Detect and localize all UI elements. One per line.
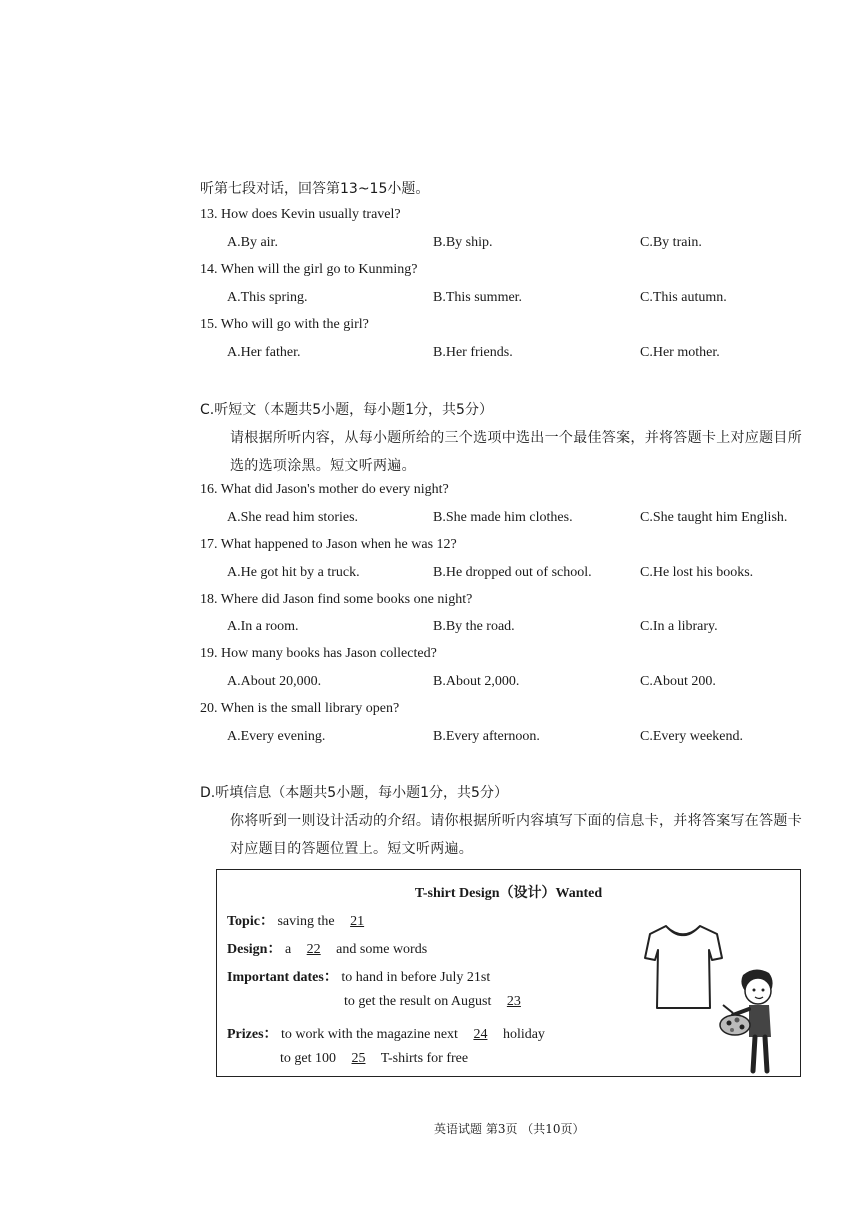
card-row-dates	[227, 966, 490, 986]
question-17: 17. What happened to Jason when he was 12?	[200, 537, 457, 552]
option-17b: B.He dropped out of school.	[433, 565, 592, 580]
info-card	[216, 869, 801, 1077]
blank-23: 23	[506, 994, 521, 1009]
dates-label: Important dates：	[227, 970, 338, 985]
section-d-instruction-line2: 对应题目的答题位置上。短文听两遍。	[230, 841, 474, 857]
painter-boy-illustration	[715, 965, 795, 1075]
card-row-topic	[227, 910, 376, 930]
option-20a: A.Every evening.	[227, 729, 326, 744]
card-row-prizes-2	[280, 1051, 468, 1067]
design-prefix: a	[284, 942, 292, 957]
section-c-heading: C.听短文（本题共5小题，每小题1分，共5分）	[200, 402, 493, 418]
section-c-instruction-line1: 请根据所听内容，从每小题所给的三个选项中选出一个最佳答案，并将答题卡上对应题目所	[230, 430, 802, 446]
option-20c: C.Every weekend.	[640, 729, 744, 744]
question-13: 13. How does Kevin usually travel?	[200, 207, 401, 222]
option-13c: C.By train.	[640, 235, 702, 250]
option-13a: A.By air.	[227, 235, 278, 250]
card-row-prizes	[227, 1023, 545, 1043]
design-suffix: and some words	[336, 942, 428, 957]
topic-text: saving the	[277, 914, 335, 929]
option-13b: B.By ship.	[433, 235, 493, 250]
tshirt-illustration	[642, 920, 724, 1012]
dates-line2: to get the result on August	[344, 994, 492, 1009]
page-footer: 英语试题 第3页 （共10页）	[434, 1122, 585, 1136]
blank-24: 24	[473, 1027, 488, 1042]
option-14c: C.This autumn.	[640, 290, 727, 305]
info-card-title: T-shirt Design（设计）Wanted	[414, 886, 603, 901]
question-15: 15. Who will go with the girl?	[200, 317, 369, 332]
question-14: 14. When will the girl go to Kunming?	[200, 262, 418, 277]
option-16c: C.She taught him English.	[640, 510, 788, 525]
blank-21: 21	[350, 914, 365, 929]
blank-22: 22	[306, 942, 321, 957]
option-18c: C.In a library.	[640, 619, 718, 634]
prizes-line1-suffix: holiday	[502, 1027, 545, 1042]
question-18: 18. Where did Jason find some books one night?	[200, 592, 473, 607]
card-row-design	[227, 938, 427, 958]
question-19: 19. How many books has Jason collected?	[200, 646, 437, 661]
option-19c: C.About 200.	[640, 674, 716, 689]
section-c-instruction-line2: 选的选项涂黑。短文听两遍。	[230, 458, 416, 474]
option-15b: B.Her friends.	[433, 345, 513, 360]
prizes-line2-suffix: T-shirts for free	[380, 1051, 469, 1066]
option-15a: A.Her father.	[227, 345, 301, 360]
prizes-line2-prefix: to get 100	[280, 1051, 336, 1066]
option-19a: A.About 20,000.	[227, 674, 322, 689]
option-16b: B.She made him clothes.	[433, 510, 573, 525]
design-label: Design：	[227, 942, 282, 957]
card-row-dates-2	[344, 994, 533, 1010]
section-d-instruction-line1: 你将听到一则设计活动的介绍。请你根据所听内容填写下面的信息卡，并将答案写在答题卡	[230, 813, 802, 829]
dates-line1: to hand in before July 21st	[341, 970, 491, 985]
option-16a: A.She read him stories.	[227, 510, 359, 525]
option-17c: C.He lost his books.	[640, 565, 754, 580]
topic-label: Topic：	[227, 914, 274, 929]
option-18a: A.In a room.	[227, 619, 299, 634]
section-intro-dialogue-7: 听第七段对话，回答第13~15小题。	[200, 181, 430, 197]
option-18b: B.By the road.	[433, 619, 515, 634]
option-20b: B.Every afternoon.	[433, 729, 540, 744]
question-16: 16. What did Jason's mother do every night?	[200, 482, 449, 497]
option-17a: A.He got hit by a truck.	[227, 565, 360, 580]
option-14a: A.This spring.	[227, 290, 308, 305]
option-19b: B.About 2,000.	[433, 674, 520, 689]
option-15c: C.Her mother.	[640, 345, 720, 360]
section-d-heading: D.听填信息（本题共5小题，每小题1分，共5分）	[200, 785, 508, 801]
option-14b: B.This summer.	[433, 290, 523, 305]
prizes-line1-prefix: to work with the magazine next	[281, 1027, 458, 1042]
question-20: 20. When is the small library open?	[200, 701, 400, 716]
prizes-label: Prizes：	[227, 1027, 278, 1042]
blank-25: 25	[351, 1051, 366, 1066]
